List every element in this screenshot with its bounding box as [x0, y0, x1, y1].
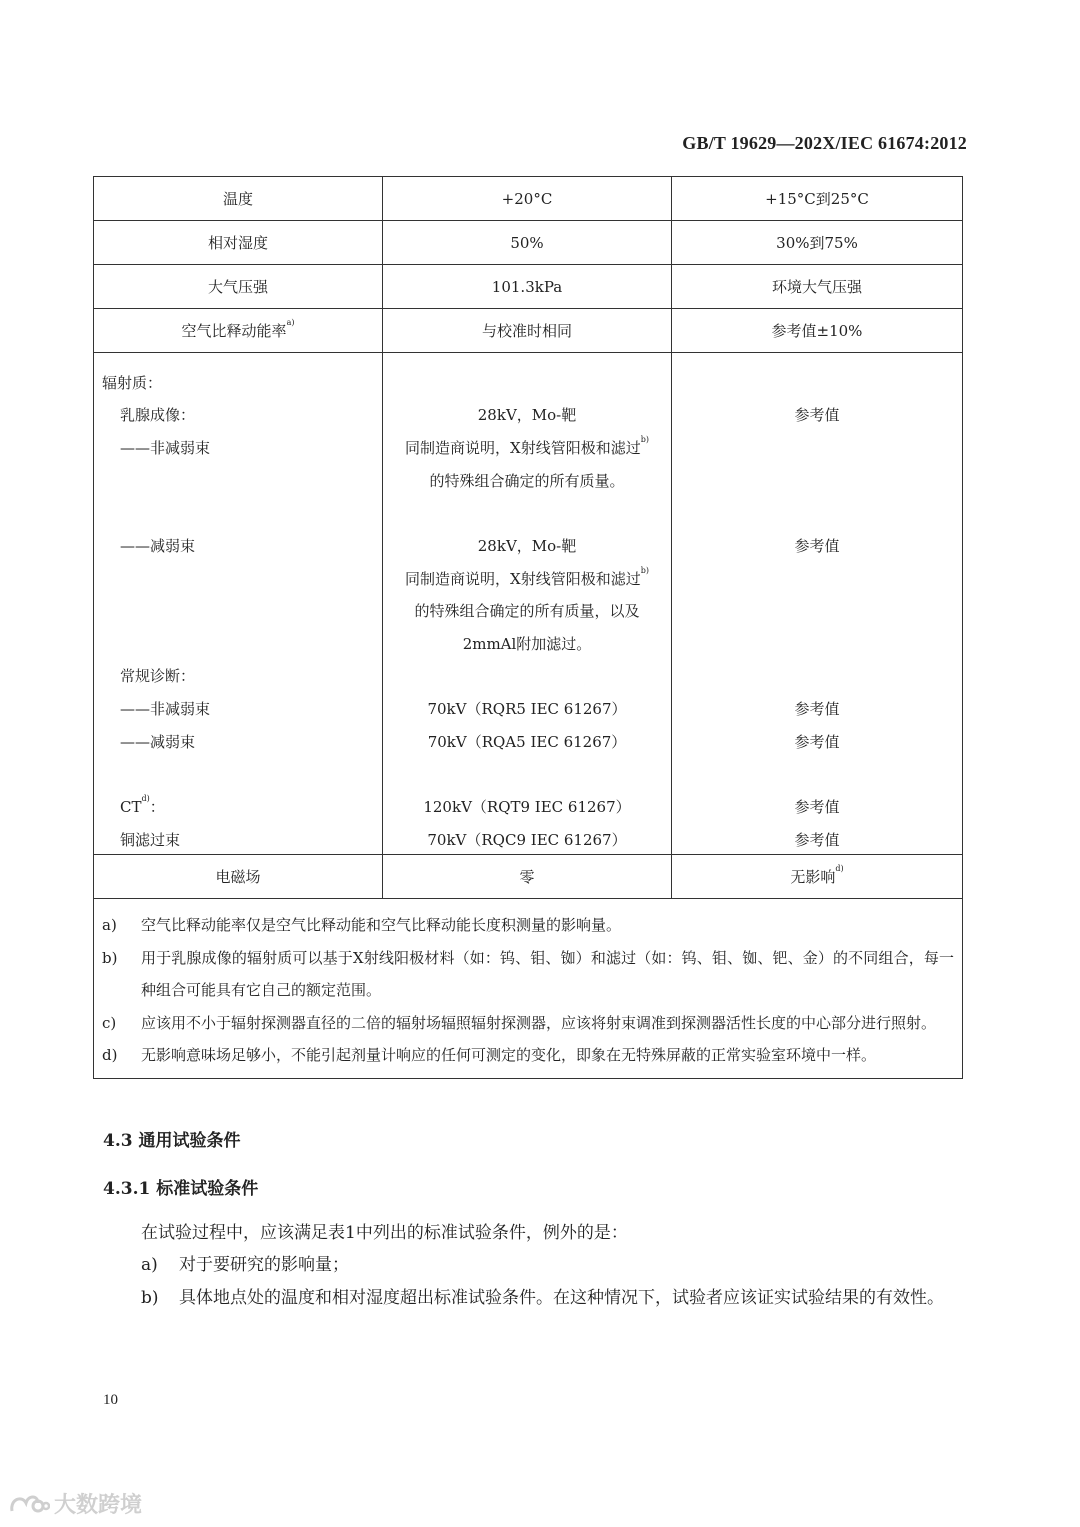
table-note: c) 应该用不小于辐射探测器直径的二倍的辐射场辐照辐射探测器，应该将射束调准到探测器活性长度的中心部分进行照射。 — [102, 1013, 937, 1032]
table-cell: +20°C — [383, 177, 672, 221]
table-cell: 101.3kPa — [383, 265, 672, 309]
radiation-quality-row — [94, 353, 963, 855]
section-heading: 4.3 通用试验条件 — [103, 1131, 241, 1151]
table-cell: 30%到75% — [672, 221, 963, 265]
watermark-logo-icon — [8, 1491, 50, 1517]
diagnostic-label: 常规诊断： — [120, 667, 196, 685]
table-cell: 电磁场 — [94, 855, 383, 899]
radiation-value: 120kV（RQT9 IEC 61267） — [423, 798, 631, 816]
table-cell: +15°C到25°C — [672, 177, 963, 221]
table-notes-row — [94, 899, 963, 1079]
range-value: 参考值 — [794, 700, 840, 718]
table-cell: 无影响$^{d)}$ — [672, 855, 963, 899]
table-row — [94, 221, 963, 265]
mammography-label: 乳腺成像： — [120, 406, 196, 424]
subsection-heading: 4.3.1 标准试验条件 — [103, 1179, 259, 1199]
table-cell: 零 — [383, 855, 672, 899]
radiation-value: 同制造商说明，X射线管阳极和滤过$^{b)}$ — [405, 566, 649, 588]
range-value: 参考值 — [794, 733, 840, 751]
radiation-value: 的特殊组合确定的所有质量。 — [429, 472, 625, 490]
watermark-text: 大数跨境 — [54, 1493, 143, 1518]
table-cell: 相对湿度 — [94, 221, 383, 265]
table-row — [94, 855, 963, 899]
table-cell: 50% — [383, 221, 672, 265]
radiation-ranges-cell — [672, 353, 963, 855]
page-number: 10 — [103, 1392, 118, 1408]
table-note: d) 无影响意味场足够小，不能引起剂量计响应的任何可测定的变化，即象在无特殊屏蔽的正常实验室环境中一样。 — [102, 1046, 877, 1065]
radiation-value: 70kV（RQR5 IEC 61267） — [427, 700, 627, 718]
radiation-value: 2mmAl附加滤过。 — [462, 635, 592, 653]
footnote-ref: d) — [835, 864, 844, 873]
table-row — [94, 265, 963, 309]
list-item: a) 对于要研究的影响量； — [141, 1255, 349, 1275]
radiation-quality-label: 辐射质： — [102, 374, 163, 392]
table-cell: 与校准时相同 — [383, 309, 672, 353]
mammo-unattenuated-label: ——非减弱束 — [120, 439, 211, 457]
diag-attenuated-label: ——减弱束 — [120, 733, 196, 751]
mammo-attenuated-label: ——减弱束 — [120, 537, 196, 555]
range-value: 参考值 — [794, 798, 840, 816]
copper-filtered-label: 铜滤过束 — [120, 831, 181, 849]
table-row — [94, 177, 963, 221]
footnote-ref: a) — [286, 318, 295, 327]
standard-test-conditions-table — [93, 176, 963, 1079]
table-cell: 温度 — [94, 177, 383, 221]
table-note: a) 空气比释动能率仅是空气比释动能和空气比释动能长度积测量的影响量。 — [102, 916, 622, 934]
range-value: 参考值 — [794, 831, 840, 849]
diag-unattenuated-label: ——非减弱束 — [120, 700, 211, 718]
table-cell: 大气压强 — [94, 265, 383, 309]
range-value: 参考值 — [794, 537, 840, 555]
table-row — [94, 309, 963, 353]
table-notes — [94, 899, 963, 1079]
radiation-value: 同制造商说明，X射线管阳极和滤过$^{b)}$ — [405, 435, 649, 457]
radiation-value: 70kV（RQA5 IEC 61267） — [427, 733, 627, 751]
document-header: GB/T 19629—202X/IEC 61674:2012 — [682, 133, 967, 153]
radiation-values-cell — [383, 353, 672, 855]
radiation-value: 70kV（RQC9 IEC 61267） — [427, 831, 627, 849]
ct-label: CT$^{d)}$： — [120, 794, 165, 816]
intro-paragraph: 在试验过程中，应该满足表1中列出的标准试验条件，例外的是： — [141, 1223, 628, 1243]
watermark — [8, 1488, 142, 1519]
table-cell: 空气比释动能率$^{a)}$ — [94, 309, 383, 353]
radiation-value: 28kV，Mo-靶 — [477, 537, 577, 555]
radiation-value: 28kV，Mo-靶 — [477, 406, 577, 424]
radiation-value: 的特殊组合确定的所有质量，以及 — [414, 602, 640, 620]
table-cell: 参考值±10% — [672, 309, 963, 353]
range-value: 参考值 — [794, 406, 840, 424]
table-cell: 环境大气压强 — [672, 265, 963, 309]
table-note: b) 用于乳腺成像的辐射质可以基于X射线阳极材料（如：钨、钼、铷）和滤过（如：钨、钼、铷、钯、金）的不同组合，每一种组合可能具有它自己的额定范围。 — [102, 948, 954, 1000]
list-item: b) 具体地点处的温度和相对湿度超出标准试验条件。在这种情况下，试验者应该证实试验结果的有效性。 — [141, 1288, 944, 1308]
radiation-labels-cell — [94, 353, 383, 855]
